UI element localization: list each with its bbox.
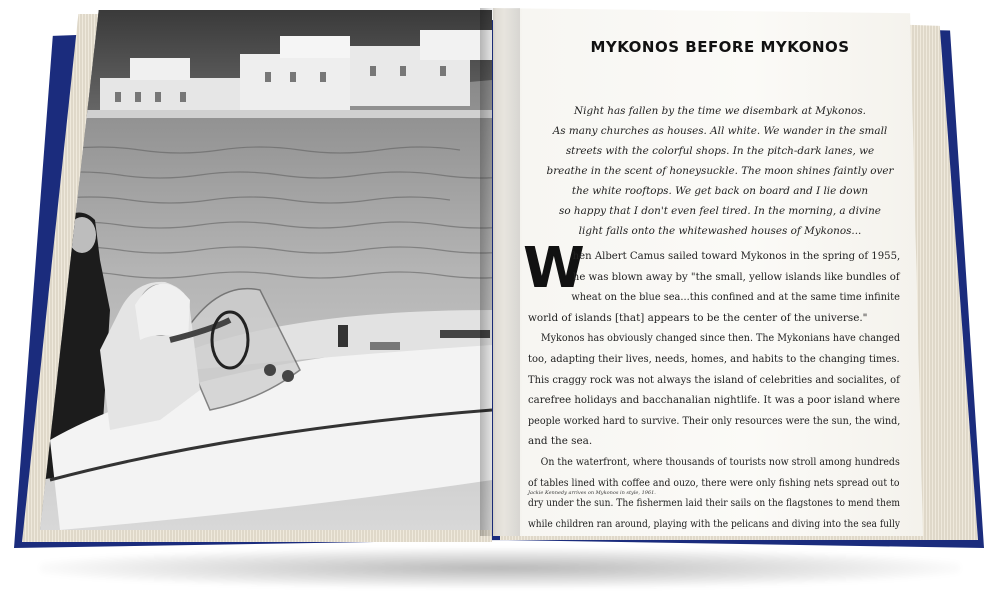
body-line: and the sea. bbox=[528, 435, 593, 448]
book-shadow bbox=[40, 548, 960, 588]
body-line: too, adapting their lives, needs, homes, and habits to the changing times. bbox=[528, 352, 900, 365]
photo-caption: Jackie Kennedy arrives on Mykonos in style, 1961. bbox=[528, 490, 656, 496]
harbor-boat-photo bbox=[40, 10, 492, 530]
epigraph-line: As many churches as houses. All white. We wander in the small bbox=[552, 125, 888, 137]
body-line: This craggy rock was not always the island of celebrities and socialites, of bbox=[528, 373, 900, 386]
epigraph-line: streets with the colorful shops. In the pitch-dark lanes, we bbox=[565, 145, 875, 157]
drop-cap: W bbox=[523, 236, 585, 301]
body-line: hen Albert Camus sailed toward Mykonos in the spring of 1955, bbox=[572, 250, 901, 262]
body-line: while children ran around, playing with the pelicans and diving into the sea fully bbox=[528, 517, 900, 530]
body-line: On the waterfront, where thousands of tourists now stroll among hundreds bbox=[540, 455, 900, 468]
body-line: world of islands [that] appears to be the center of the universe." bbox=[528, 311, 868, 324]
body-line: people worked hard to survive. Their only resources were the sun, the wind, bbox=[528, 414, 901, 427]
body-line: carefree holidays and bacchanalian nightlife. It was a poor island where bbox=[528, 394, 900, 407]
body-line: he was blown away by "the small, yellow islands like bundles of bbox=[572, 270, 900, 283]
chapter-heading: MYKONOS BEFORE MYKONOS bbox=[590, 38, 850, 56]
body-line: wheat on the blue sea...this confined and at the same time infinite bbox=[571, 291, 900, 304]
epigraph-line: the white rooftops. We get back on board and I lie down bbox=[571, 185, 869, 197]
epigraph-line: breathe in the scent of honeysuckle. The moon shines faintly over bbox=[546, 165, 894, 177]
body-line: of tables lined with coffee and ouzo, there were only fishing nets spread out to bbox=[528, 476, 900, 489]
italic-epigraph bbox=[530, 101, 910, 241]
epigraph-line: so happy that I don't even feel tired. In the morning, a divine bbox=[559, 205, 881, 217]
book-gutter bbox=[480, 8, 520, 536]
body-line: dry under the sun. The fishermen laid their sails on the flagstones to mend them bbox=[528, 497, 900, 510]
epigraph-line: Night has fallen by the time we disembark at Mykonos. bbox=[574, 105, 866, 117]
epigraph-line: light falls onto the whitewashed houses of Mykonos... bbox=[578, 225, 862, 237]
body-line: Mykonos has obviously changed since then. The Mykonians have changed bbox=[540, 332, 901, 345]
